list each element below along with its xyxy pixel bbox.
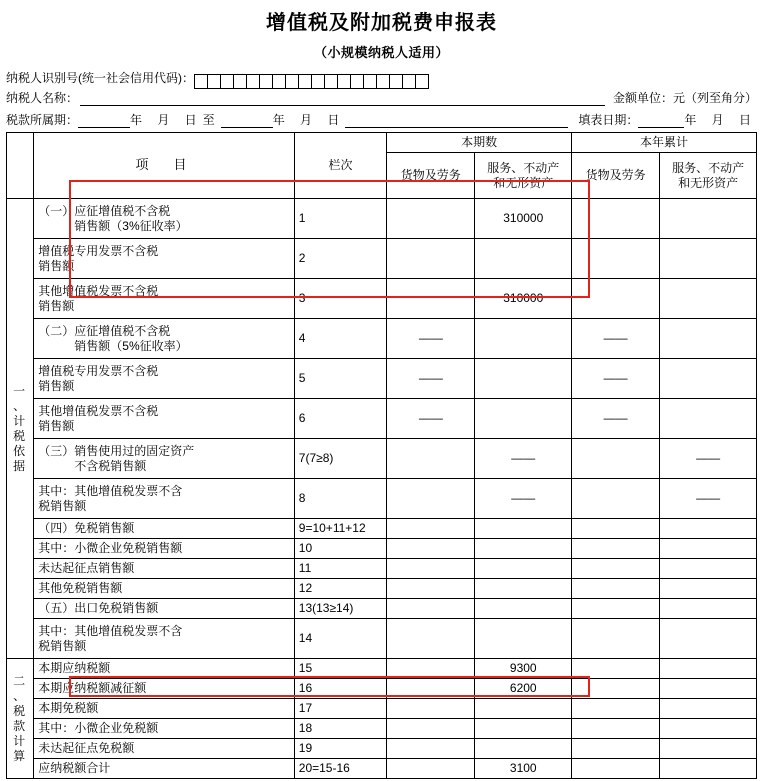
row-value-3[interactable] bbox=[572, 759, 660, 779]
row-value-2[interactable]: 9300 bbox=[475, 659, 572, 679]
side-label-section1: 一 、 计 税 依 据 bbox=[7, 199, 34, 659]
row-value-1[interactable] bbox=[387, 439, 475, 479]
table-row bbox=[7, 199, 757, 239]
row-value-2[interactable]: 3100 bbox=[475, 759, 572, 779]
row-value-3[interactable] bbox=[572, 199, 660, 239]
row-line-no: 7(7≥8) bbox=[294, 439, 386, 479]
row-value-3[interactable] bbox=[572, 719, 660, 739]
row-label: 其中：小微企业免税额 bbox=[34, 719, 294, 739]
row-label: 其中：其他增值税发票不含 税销售额 bbox=[34, 479, 294, 519]
row-value-1[interactable] bbox=[387, 739, 475, 759]
row-value-1[interactable]: —— bbox=[387, 359, 475, 399]
row-line-no: 15 bbox=[294, 659, 386, 679]
row-value-3[interactable]: —— bbox=[572, 359, 660, 399]
row-line-no: 5 bbox=[294, 359, 386, 399]
row-value-4[interactable] bbox=[660, 699, 757, 719]
row-line-no: 1 bbox=[294, 199, 386, 239]
row-value-4[interactable] bbox=[660, 719, 757, 739]
row-line-no: 18 bbox=[294, 719, 386, 739]
row-line-no: 12 bbox=[294, 579, 386, 599]
side-label-section2: 二 、 税 款 计 算 bbox=[7, 659, 34, 779]
row-label: （四）免税销售额 bbox=[34, 519, 294, 539]
row-value-3[interactable] bbox=[572, 519, 660, 539]
table-row bbox=[7, 719, 757, 739]
row-value-3[interactable] bbox=[572, 699, 660, 719]
table-row bbox=[7, 399, 757, 439]
row-value-3[interactable] bbox=[572, 439, 660, 479]
row-value-1[interactable] bbox=[387, 579, 475, 599]
row-value-2[interactable]: 6200 bbox=[475, 679, 572, 699]
taxpayer-id-boxes[interactable] bbox=[194, 74, 428, 89]
row-value-1[interactable]: —— bbox=[387, 399, 475, 439]
header-services-immovable-current: 服务、不动产 和无形资产 bbox=[475, 153, 572, 199]
row-value-4[interactable] bbox=[660, 619, 757, 659]
row-value-3[interactable]: —— bbox=[572, 399, 660, 439]
row-label: 本期免税额 bbox=[34, 699, 294, 719]
row-value-2[interactable] bbox=[475, 559, 572, 579]
row-value-2[interactable] bbox=[475, 599, 572, 619]
row-value-1[interactable] bbox=[387, 479, 475, 519]
taxpayer-id-label: 纳税人识别号(统一社会信用代码)： bbox=[6, 71, 194, 85]
row-value-1[interactable] bbox=[387, 759, 475, 779]
row-value-1[interactable]: —— bbox=[387, 319, 475, 359]
row-value-1[interactable] bbox=[387, 279, 475, 319]
row-value-3[interactable] bbox=[572, 599, 660, 619]
table-row bbox=[7, 519, 757, 539]
row-value-4[interactable] bbox=[660, 319, 757, 359]
header-line-no: 栏次 bbox=[294, 133, 386, 199]
row-line-no: 16 bbox=[294, 679, 386, 699]
row-value-3[interactable] bbox=[572, 619, 660, 659]
row-line-no: 10 bbox=[294, 539, 386, 559]
table-row bbox=[7, 479, 757, 519]
period-end-pattern: 年 月 日 bbox=[272, 113, 346, 127]
header-services-immovable-year: 服务、不动产 和无形资产 bbox=[660, 153, 757, 199]
row-value-4[interactable] bbox=[660, 199, 757, 239]
taxpayer-name-row bbox=[6, 88, 757, 106]
table-body bbox=[7, 199, 757, 779]
row-label: （二）应征增值税不含税 销售额（5%征收率） bbox=[34, 319, 294, 359]
row-value-4[interactable] bbox=[660, 399, 757, 439]
row-value-3[interactable] bbox=[572, 239, 660, 279]
row-value-4[interactable]: —— bbox=[660, 479, 757, 519]
row-line-no: 11 bbox=[294, 559, 386, 579]
table-row bbox=[7, 679, 757, 699]
table-row bbox=[7, 319, 757, 359]
table-row bbox=[7, 539, 757, 559]
row-value-2[interactable] bbox=[475, 579, 572, 599]
row-line-no: 19 bbox=[294, 739, 386, 759]
row-value-2[interactable] bbox=[475, 519, 572, 539]
row-label: 本期应纳税额减征额 bbox=[34, 679, 294, 699]
row-line-no: 4 bbox=[294, 319, 386, 359]
row-value-4[interactable] bbox=[660, 659, 757, 679]
table-header-row-1 bbox=[7, 133, 757, 153]
row-value-3[interactable] bbox=[572, 479, 660, 519]
fill-date-pattern: 年 月 日 bbox=[684, 113, 757, 127]
declaration-form-page bbox=[0, 6, 763, 781]
row-value-1[interactable] bbox=[387, 679, 475, 699]
row-value-4[interactable] bbox=[660, 279, 757, 319]
row-label: （一）应征增值税不含税 销售额（3%征收率） bbox=[34, 199, 294, 239]
row-line-no: 8 bbox=[294, 479, 386, 519]
period-row bbox=[6, 109, 757, 128]
row-value-2[interactable]: —— bbox=[475, 479, 572, 519]
header-side-blank bbox=[7, 133, 34, 199]
declaration-table bbox=[6, 132, 757, 779]
row-value-4[interactable] bbox=[660, 539, 757, 559]
row-label: 增值税专用发票不含税 销售额 bbox=[34, 359, 294, 399]
page-title: 增值税及附加税费申报表 bbox=[266, 10, 497, 34]
period-label: 税款所属期： bbox=[6, 113, 79, 127]
row-value-4[interactable] bbox=[660, 239, 757, 279]
fill-date-input[interactable] bbox=[638, 113, 684, 128]
row-value-1[interactable] bbox=[387, 659, 475, 679]
row-value-3[interactable] bbox=[572, 559, 660, 579]
header-item: 项 目 bbox=[34, 133, 294, 199]
row-value-2[interactable] bbox=[475, 239, 572, 279]
row-value-3[interactable] bbox=[572, 659, 660, 679]
row-value-2[interactable] bbox=[475, 619, 572, 659]
row-label: 增值税专用发票不含税 销售额 bbox=[34, 239, 294, 279]
row-value-2[interactable]: —— bbox=[475, 439, 572, 479]
row-value-3[interactable]: —— bbox=[572, 319, 660, 359]
row-value-1[interactable] bbox=[387, 199, 475, 239]
table-row bbox=[7, 579, 757, 599]
row-label: 其他增值税发票不含税 销售额 bbox=[34, 279, 294, 319]
row-value-4[interactable] bbox=[660, 579, 757, 599]
period-start-input[interactable] bbox=[78, 113, 130, 128]
row-label: 其他增值税发票不含税 销售额 bbox=[34, 399, 294, 439]
row-label: 应纳税额合计 bbox=[34, 759, 294, 779]
row-value-2[interactable] bbox=[475, 699, 572, 719]
row-value-4[interactable] bbox=[660, 679, 757, 699]
row-line-no: 14 bbox=[294, 619, 386, 659]
row-value-4[interactable]: —— bbox=[660, 439, 757, 479]
row-value-4[interactable] bbox=[660, 599, 757, 619]
row-line-no: 20=15-16 bbox=[294, 759, 386, 779]
table-row bbox=[7, 739, 757, 759]
table-row bbox=[7, 759, 757, 779]
header-current-period: 本期数 bbox=[387, 133, 572, 153]
row-value-4[interactable] bbox=[660, 559, 757, 579]
taxpayer-id-row bbox=[6, 69, 757, 86]
row-value-2[interactable]: 310000 bbox=[475, 199, 572, 239]
period-spacer bbox=[345, 113, 568, 128]
row-value-2[interactable] bbox=[475, 319, 572, 359]
table-row bbox=[7, 439, 757, 479]
row-line-no: 17 bbox=[294, 699, 386, 719]
header-goods-services-year: 货物及劳务 bbox=[572, 153, 660, 199]
row-value-2[interactable] bbox=[475, 399, 572, 439]
row-value-3[interactable] bbox=[572, 739, 660, 759]
row-value-1[interactable] bbox=[387, 719, 475, 739]
row-value-3[interactable] bbox=[572, 579, 660, 599]
row-value-3[interactable] bbox=[572, 279, 660, 319]
fill-date-label: 填表日期： bbox=[578, 113, 639, 127]
row-value-2[interactable] bbox=[475, 359, 572, 399]
row-label: 其他免税销售额 bbox=[34, 579, 294, 599]
row-value-4[interactable] bbox=[660, 359, 757, 399]
page-subtitle: （小规模纳税人适用） bbox=[313, 45, 449, 60]
row-line-no: 3 bbox=[294, 279, 386, 319]
row-value-1[interactable] bbox=[387, 599, 475, 619]
row-label: 其中：其他增值税发票不含 税销售额 bbox=[34, 619, 294, 659]
table-row bbox=[7, 619, 757, 659]
table-row bbox=[7, 659, 757, 679]
row-value-1[interactable] bbox=[387, 539, 475, 559]
table-row bbox=[7, 239, 757, 279]
row-value-1[interactable] bbox=[387, 699, 475, 719]
row-value-4[interactable] bbox=[660, 739, 757, 759]
row-value-3[interactable] bbox=[572, 539, 660, 559]
row-value-4[interactable] bbox=[660, 759, 757, 779]
row-label: 其中：小微企业免税销售额 bbox=[34, 539, 294, 559]
taxpayer-name-input[interactable] bbox=[80, 91, 605, 106]
row-label: （三）销售使用过的固定资产 不含税销售额 bbox=[34, 439, 294, 479]
table-row bbox=[7, 359, 757, 399]
row-value-3[interactable] bbox=[572, 679, 660, 699]
table-row bbox=[7, 699, 757, 719]
row-label: 未达起征点免税额 bbox=[34, 739, 294, 759]
row-label: 本期应纳税额 bbox=[34, 659, 294, 679]
row-value-1[interactable] bbox=[387, 239, 475, 279]
row-label: （五）出口免税销售额 bbox=[34, 599, 294, 619]
table-row bbox=[7, 279, 757, 319]
row-value-4[interactable] bbox=[660, 519, 757, 539]
header-goods-services-current: 货物及劳务 bbox=[387, 153, 475, 199]
row-line-no: 2 bbox=[294, 239, 386, 279]
row-line-no: 13(13≥14) bbox=[294, 599, 386, 619]
period-end-input[interactable] bbox=[221, 113, 273, 128]
period-start-pattern: 年 月 日至 bbox=[130, 113, 221, 127]
row-line-no: 6 bbox=[294, 399, 386, 439]
row-label: 未达起征点销售额 bbox=[34, 559, 294, 579]
header-year-cumulative: 本年累计 bbox=[572, 133, 757, 153]
row-value-1[interactable] bbox=[387, 619, 475, 659]
row-value-2[interactable] bbox=[475, 539, 572, 559]
table-row bbox=[7, 599, 757, 619]
row-line-no: 9=10+11+12 bbox=[294, 519, 386, 539]
table-row bbox=[7, 559, 757, 579]
row-value-2[interactable] bbox=[475, 719, 572, 739]
taxpayer-name-label: 纳税人名称： bbox=[6, 91, 79, 105]
row-value-2[interactable] bbox=[475, 739, 572, 759]
amount-unit-note: 金额单位：元（列至角分） bbox=[612, 91, 757, 105]
row-value-2[interactable]: 310000 bbox=[475, 279, 572, 319]
row-value-1[interactable] bbox=[387, 519, 475, 539]
row-value-1[interactable] bbox=[387, 559, 475, 579]
